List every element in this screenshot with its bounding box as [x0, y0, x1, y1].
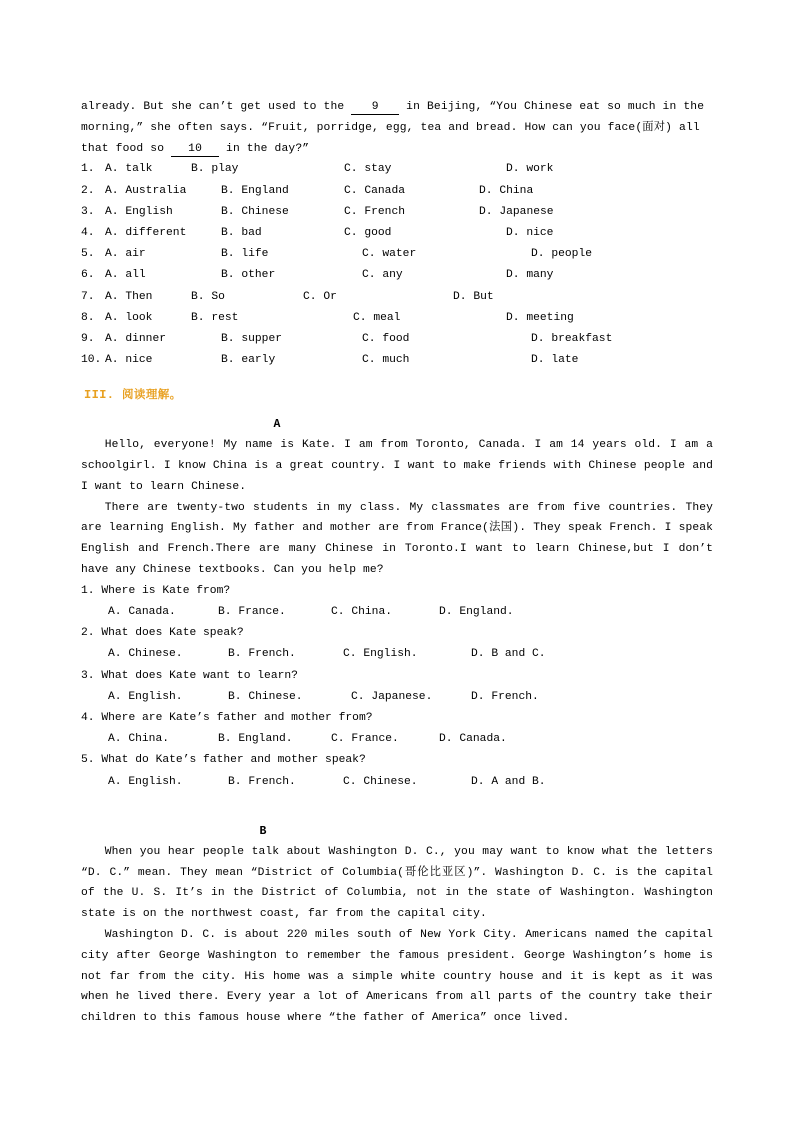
option-c[interactable]: C. meal — [353, 311, 401, 324]
cloze-line: morning,” she often says. “Fruit, porridge, egg, tea and bread. How can you face(面对) all — [81, 121, 700, 134]
option-a[interactable]: A. Then — [105, 290, 153, 303]
passage-a-question: 5. What do Kate’s father and mother speak? — [81, 754, 366, 767]
option-b[interactable]: B. Chinese — [221, 205, 289, 218]
option-a[interactable]: A. nice — [105, 354, 153, 367]
option-b[interactable]: B. rest — [191, 311, 239, 324]
option-a[interactable]: A. Chinese. — [108, 648, 183, 661]
option-d[interactable]: D. B and C. — [471, 648, 546, 661]
option-b[interactable]: B. England — [221, 184, 289, 197]
passage-b-paragraph-2: Washington D. C. is about 220 miles south of New York City. Americans named the capital city after George Washington to remember the famous president. George Washington’s home is not far from the city. His home was a simple white country house and it is kept as it was when he lived there. Every year a lot of Americans from all parts of the country take their children to this famous house where “the father of America” once lived. — [81, 928, 713, 1025]
option-c[interactable]: C. water — [362, 248, 417, 261]
option-b[interactable]: B. France. — [218, 606, 286, 619]
option-a[interactable]: A. all — [105, 269, 146, 282]
option-c[interactable]: C. Or — [303, 290, 337, 303]
cloze-option-row — [81, 265, 713, 286]
question-number: 2. — [81, 184, 95, 197]
section-number: III. — [84, 388, 115, 403]
option-a[interactable]: A. dinner — [105, 332, 167, 345]
worksheet-page — [81, 97, 713, 1029]
option-a[interactable]: A. look — [105, 311, 153, 324]
option-c[interactable]: C. good — [344, 226, 392, 239]
option-b[interactable]: B. Chinese. — [228, 690, 303, 703]
option-b[interactable]: B. bad — [221, 226, 262, 239]
option-b[interactable]: B. early — [221, 354, 276, 367]
option-d[interactable]: D. French. — [471, 690, 539, 703]
passage-b-paragraph-1: When you hear people talk about Washington D. C., you may want to know what the letters “D. C.” mean. They mean “District of Columbia(哥伦比亚区)”. Washington D. C. is the capital of the U. S. It’s in the District of Columbia, not in the state of Washington. Washington state is on the northwest coast, far from the capital city. — [81, 845, 713, 921]
option-a[interactable]: A. English. — [108, 775, 183, 788]
option-d[interactable]: D. England. — [439, 606, 514, 619]
option-d[interactable]: D. Canada. — [439, 733, 507, 746]
cloze-line: that food so 10 in the day?” — [81, 142, 310, 155]
cloze-option-row — [81, 181, 713, 202]
option-c[interactable]: C. English. — [343, 648, 418, 661]
cloze-option-row — [81, 244, 713, 265]
option-d[interactable]: D. work — [506, 163, 554, 176]
option-c[interactable]: C. Chinese. — [343, 775, 418, 788]
cloze-option-row — [81, 287, 713, 308]
option-d[interactable]: D. breakfast — [531, 332, 613, 345]
passage-a-option-row — [81, 644, 713, 665]
option-c[interactable]: C. food — [362, 332, 410, 345]
option-b[interactable]: B. other — [221, 269, 276, 282]
option-c[interactable]: C. French — [344, 205, 406, 218]
cloze-blank-9[interactable]: 9 — [351, 101, 399, 115]
passage-a-option-row — [81, 772, 713, 793]
option-a[interactable]: A. China. — [108, 733, 170, 746]
cloze-option-row — [81, 308, 713, 329]
option-c[interactable]: C. stay — [344, 163, 392, 176]
option-c[interactable]: C. Japanese. — [351, 690, 433, 703]
question-number: 10. — [81, 354, 102, 367]
option-b[interactable]: B. England. — [218, 733, 293, 746]
option-d[interactable]: D. A and B. — [471, 775, 546, 788]
option-a[interactable]: A. different — [105, 226, 187, 239]
question-number: 5. — [81, 248, 95, 261]
passage-b-label: B — [259, 824, 267, 838]
section-heading-reading — [84, 383, 713, 406]
option-b[interactable]: B. French. — [228, 775, 296, 788]
option-b[interactable]: B. play — [191, 163, 239, 176]
passage-a-question: 1. Where is Kate from? — [81, 584, 231, 597]
option-b[interactable]: B. life — [221, 248, 269, 261]
question-number: 6. — [81, 269, 95, 282]
option-b[interactable]: B. So — [191, 290, 225, 303]
passage-a-question: 3. What does Kate want to learn? — [81, 669, 298, 682]
question-number: 8. — [81, 311, 95, 324]
option-b[interactable]: B. supper — [221, 332, 283, 345]
option-c[interactable]: C. China. — [331, 606, 393, 619]
cloze-option-row — [81, 223, 713, 244]
option-a[interactable]: A. air — [105, 248, 146, 261]
cloze-option-row — [81, 202, 713, 223]
option-a[interactable]: A. English. — [108, 690, 183, 703]
option-d[interactable]: D. meeting — [506, 311, 574, 324]
passage-a-questions — [81, 581, 713, 793]
question-number: 3. — [81, 205, 95, 218]
option-d[interactable]: D. But — [453, 290, 494, 303]
passage-a-option-row — [81, 687, 713, 708]
cloze-option-row — [81, 350, 713, 371]
cloze-passage-text — [81, 97, 713, 159]
option-d[interactable]: D. nice — [506, 226, 554, 239]
question-number: 4. — [81, 226, 95, 239]
option-d[interactable]: D. Japanese — [479, 205, 554, 218]
question-number: 7. — [81, 290, 95, 303]
option-d[interactable]: D. late — [531, 354, 579, 367]
cloze-options-list — [81, 159, 713, 371]
passage-a-label: A — [273, 418, 281, 432]
question-number: 9. — [81, 332, 95, 345]
option-c[interactable]: C. any — [362, 269, 403, 282]
passage-a-paragraph-1: Hello, everyone! My name is Kate. I am from Toronto, Canada. I am 14 years old. I am a schoolgirl. I know China is a great country. I want to make friends with Chinese people and I want to learn Chinese. — [81, 439, 713, 493]
option-c[interactable]: C. Canada — [344, 184, 406, 197]
option-d[interactable]: D. China — [479, 184, 534, 197]
option-a[interactable]: A. Canada. — [108, 606, 176, 619]
passage-a-option-row — [81, 729, 713, 750]
option-a[interactable]: A. Australia — [105, 184, 187, 197]
cloze-option-row — [81, 159, 713, 180]
passage-a-question: 4. Where are Kate’s father and mother from? — [81, 712, 373, 725]
option-c[interactable]: C. France. — [331, 733, 399, 746]
passage-a-option-row — [81, 602, 713, 623]
option-a[interactable]: A. talk — [105, 163, 153, 176]
option-d[interactable]: D. many — [506, 269, 554, 282]
section-title: 阅读理解。 — [122, 387, 182, 402]
passage-a-paragraph-2: There are twenty-two students in my class. My classmates are from five countries. They are learning English. My father and mother are from France(法国). They speak French. I speak English and French.There are many Chinese in Toronto.I want to learn Chinese,but I don’t have any Chinese textbooks. Can you help me? — [81, 501, 713, 577]
option-d[interactable]: D. people — [531, 248, 593, 261]
cloze-blank-10[interactable]: 10 — [171, 143, 219, 157]
option-b[interactable]: B. French. — [228, 648, 296, 661]
option-c[interactable]: C. much — [362, 354, 410, 367]
question-number: 1. — [81, 163, 95, 176]
passage-a-question: 2. What does Kate speak? — [81, 627, 244, 640]
cloze-line: already. But she can’t get used to the 9 in Beijing, “You Chinese eat so much in the — [81, 101, 705, 113]
cloze-option-row — [81, 329, 713, 350]
option-a[interactable]: A. English — [105, 205, 173, 218]
